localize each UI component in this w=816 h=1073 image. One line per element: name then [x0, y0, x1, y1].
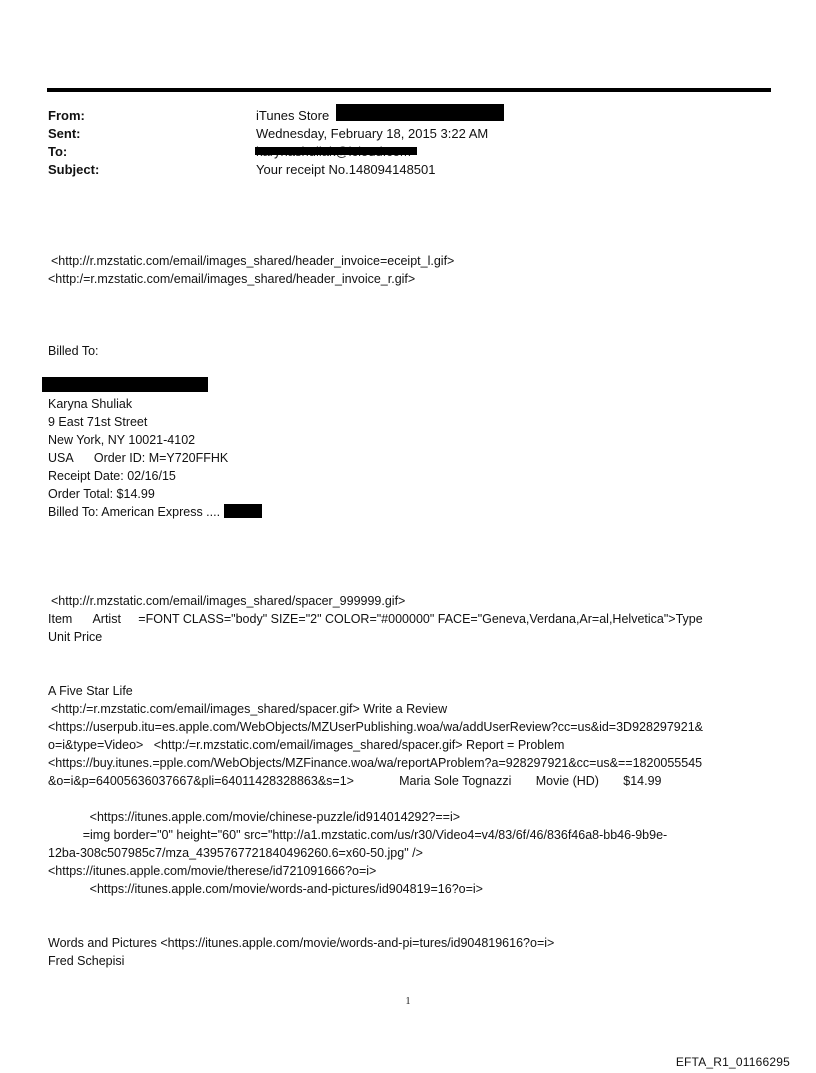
bates-number: EFTA_R1_01166295 — [675, 1055, 790, 1069]
billed-card — [48, 503, 262, 521]
related-link: 12ba-308c507985c7/mza_4395767721840496260.6=x60-50.jpg" /> — [48, 846, 423, 860]
billing-city: New York, NY 10021-4102 — [48, 433, 196, 447]
item-line: <https://buy.itunes.=pple.com/WebObjects/MZFinance.woa/wa/reportAProblem?a=928297921&cc=us&==1820055545 — [48, 756, 703, 770]
item-line: o=i&type=Video> <http:/=r.mzstatic.com/email/images_shared/spacer.gif> Report = Problem — [48, 738, 565, 752]
order-total: Order Total: $14.99 — [48, 487, 155, 501]
footer-item-artist: Fred Schepisi — [48, 954, 125, 968]
image-url-line: <http:/=r.mzstatic.com/email/images_shared/header_invoice_r.gif> — [48, 272, 416, 286]
table-header: Item Artist =FONT CLASS="body" SIZE="2" COLOR="#000000" FACE="Geneva,Verdana,Ar=al,Helvetica">Type — [48, 612, 703, 626]
subject-label: Subject: — [48, 162, 100, 177]
item-title: A Five Star Life — [48, 684, 133, 698]
item-line: <https://userpub.itu=es.apple.com/WebObjects/MZUserPublishing.woa/wa/addUserReview?cc=us&id=3D928297921& — [48, 720, 703, 734]
billing-name: Karyna Shuliak — [48, 397, 133, 411]
page-number: 1 — [405, 996, 411, 1007]
subject-value: Your receipt No.148094148501 — [256, 162, 436, 177]
from-label: From: — [48, 108, 85, 123]
spacer-url: <http://r.mzstatic.com/email/images_shared/spacer_999999.gif> — [51, 594, 406, 608]
billing-redaction — [42, 377, 208, 392]
item-line: <http:/=r.mzstatic.com/email/images_shared/spacer.gif> Write a Review — [51, 702, 448, 716]
related-link: <https://itunes.apple.com/movie/chinese-puzzle/id914014292?==i> — [48, 810, 461, 824]
footer-item-title: Words and Pictures <https://itunes.apple.com/movie/words-and-pi=tures/id904819616?o=i> — [48, 936, 555, 950]
header-rule — [47, 88, 771, 92]
billed-card-text: Billed To: American Express .... — [48, 505, 221, 519]
item-line: &o=i&p=64005636037667&pli=64011428328863&s=1> Maria Sole Tognazzi Movie (HD) $14.99 — [48, 774, 662, 788]
sent-value: Wednesday, February 18, 2015 3:22 AM — [256, 126, 489, 141]
related-link: <https://itunes.apple.com/movie/therese/id721091666?o=i> — [48, 864, 377, 878]
receipt-date: Receipt Date: 02/16/15 — [48, 469, 176, 483]
from-value — [256, 107, 329, 125]
to-label: To: — [48, 144, 68, 159]
from-value-text: iTunes Store — [256, 108, 330, 123]
card-digits-redaction — [224, 504, 262, 518]
billing-street: 9 East 71st Street — [48, 415, 148, 429]
from-address-redaction — [336, 104, 504, 121]
related-link: =img border="0" height="60" src="http://a1.mzstatic.com/us/r30/Video4=v4/83/6f/46/836f46a8-bb46-9b9e- — [48, 828, 668, 842]
sent-label: Sent: — [48, 126, 81, 141]
related-link: <https://itunes.apple.com/movie/words-and-pictures/id904819=16?o=i> — [48, 882, 483, 896]
to-address-redaction — [255, 147, 417, 155]
table-header-unit-price: Unit Price — [48, 630, 103, 644]
billing-country-order: USA Order ID: M=Y720FFHK — [48, 451, 229, 465]
billed-to-heading: Billed To: — [48, 344, 99, 358]
image-url-line: <http://r.mzstatic.com/email/images_shared/header_invoice=eceipt_l.gif> — [51, 254, 455, 268]
